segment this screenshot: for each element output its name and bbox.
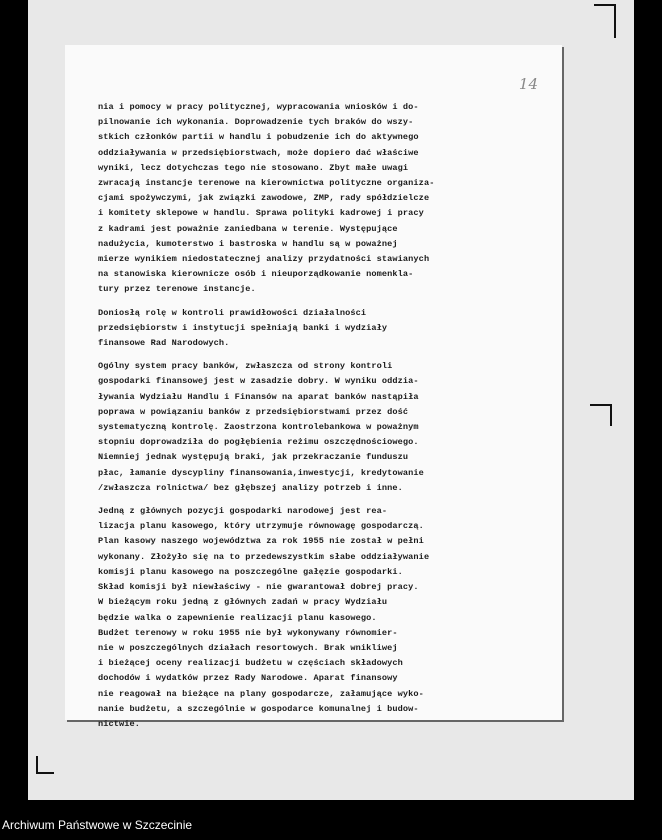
paragraph: Doniosłą rolę w kontroli prawidłowości działalności przedsiębiorstw i instytucji spełniają banki i wydziały finansowe Rad Narodowych. xyxy=(98,307,388,349)
frame-corner-mark xyxy=(36,756,54,774)
frame-corner-mark xyxy=(590,404,612,426)
paragraph: Ogólny system pracy banków, zwłaszcza od strony kontroli gospodarki finansowej jest w zasadzie dobry. W wyniku oddzia- ływania Wydziału Handlu i Finansów na aparat banków nastąpiła poprawa w powiązaniu banków z przedsiębiorstwami przez dość systematyczną kontrolę. Zaostrzona kontrolebankowa w poważnym stopniu doprowadziła do pogłębienia reżimu oszczędnościowego. Niemniej jednak występują braki, jak przekraczanie funduszu płac, łamanie dyscypliny finansowania,inwestycji, kredytowanie /zwłaszcza rolnictwa/ bez głębszej analizy potrzeb i inne. xyxy=(98,361,424,493)
archive-caption: Archiwum Państwowe w Szczecinie xyxy=(2,818,193,832)
paragraph: Jedną z głównych pozycji gospodarki narodowej jest rea- lizacja planu kasowego, który utrzymuje równowagę gospodarczą. Plan kasowy naszego województwa za rok 1955 nie został w pełni wykonany. Złożyło się na to przedewszystkim słabe oddziaływanie komisji planu kasowego na poszczególne gałęzie gospodarki. Skład komisji był niewłaściwy - nie gwarantował dobrej pracy. W bieżącym roku jedną z głównych zadań w pracy Wydziału będzie walka o zapewnienie realizacji planu kasowego. Budżet terenowy w roku 1955 nie był wykonywany równomier- nie w poszczególnych działach resortowych. Brak wnikliwej i bieżącej oceny realizacji budżetu w częściach składowych dochodów i wydatków przez Rady Narodowe. Aparat finansowy nie reagował na bieżące na plany gospodarcze, załamujące wyko- nanie budżetu, a szczególnie w gospodarce komunalnej i budow- nictwie. xyxy=(98,506,430,729)
document-body xyxy=(98,100,548,740)
frame-corner-mark xyxy=(594,4,616,38)
page-number: 14 xyxy=(518,75,538,93)
paragraph: nia i pomocy w pracy politycznej, wypracowania wniosków i do- pilnowanie ich wykonania. Doprowadzenie tych braków do wszy- stkich członków partii w handlu i pobudzenie ich do aktywnego oddziaływania w przedsiębiorstwach, może dopiero dać właściwe wyniki, lecz dotychczas tego nie stosowano. Zbyt małe uwagi zwracają instancje terenowe na kierownictwa polityczne organiza- cjami spożywczymi, jak związki zawodowe, ZMP, rady spółdzielcze i komitety sklepowe w handlu. Sprawa polityki kadrowej i pracy z kadrami jest poważnie zaniedbana w terenie. Występujące nadużycia, kumoterstwo i bastroska w handlu są w poważnej mierze wynikiem niedostatecznej analizy przydatności stawianych na stanowiska kierownicze osób i nieuporządkowanie nomenkla- tury przez terenowe instancje. xyxy=(98,102,435,295)
